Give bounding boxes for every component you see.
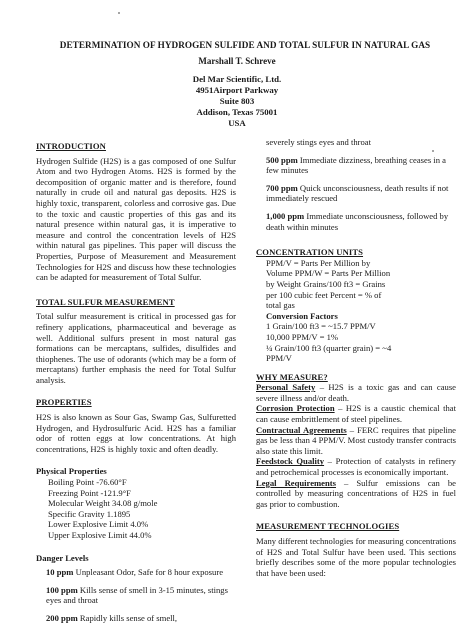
properties-text: H2S is also known as Sour Gas, Swamp Gas, Sulfuretted Hydrogen, and Hydrosulfuric Acid. H2S has a familiar odor of rotten eggs at low concentrations. At high concentrations, H2S is highly toxic and often deadly. bbox=[36, 412, 236, 454]
conversion-factors-heading: Conversion Factors bbox=[266, 310, 338, 321]
affiliation-line: Del Mar Scientific, Ltd. bbox=[192, 74, 282, 84]
why-measure-label: Corrosion Protection bbox=[256, 403, 335, 414]
paper-title: DETERMINATION OF HYDROGEN SULFIDE AND TOTAL SULFUR IN NATURAL GAS bbox=[59, 40, 431, 50]
why-measure-text: – Sulfur emissions can be controlled by measuring concentrations of H2S in fuel gas prior to combustion. bbox=[256, 477, 456, 509]
why-measure-item bbox=[256, 425, 456, 457]
section-heading-properties: PROPERTIES bbox=[36, 397, 92, 408]
right-column bbox=[256, 137, 456, 578]
danger-level-text: Unpleasant Odor, Safe for 8 hour exposure bbox=[75, 567, 224, 578]
physical-property: Upper Explosive Limit 44.0% bbox=[48, 530, 152, 540]
concentration-line: Volume PPM/W = Parts Per Million bbox=[266, 268, 391, 279]
physical-property: Boiling Point -76.60°F bbox=[48, 477, 127, 488]
danger-level-item bbox=[266, 155, 456, 176]
danger-level-text: Quick unconsciousness, death results if not immediately rescued bbox=[266, 182, 449, 204]
why-measure-list bbox=[256, 382, 456, 509]
danger-level-text: Immediate unconsciousness, followed by death within minutes bbox=[266, 210, 449, 232]
conversion-line: PPM/V bbox=[266, 353, 292, 364]
concentration-line: per 100 cubic feet Percent = % of bbox=[266, 289, 382, 300]
section-heading-why-measure: WHY MEASURE? bbox=[256, 371, 328, 382]
affiliation-line: USA bbox=[228, 118, 246, 128]
why-measure-text: – H2S is a caustic chemical that can cause embrittlement of steel pipelines. bbox=[256, 403, 456, 425]
danger-level-value: 1,000 ppm bbox=[266, 210, 305, 221]
affiliation-block bbox=[0, 74, 474, 129]
concentration-line: by Weight Grains/100 ft3 = Grains bbox=[266, 278, 386, 289]
why-measure-label: Legal Requirements bbox=[256, 477, 336, 488]
measurement-technologies-text: Many different technologies for measuring concentrations of H2S and Total Sulfur have been used. This sections briefly describes some of the more popular technologies that have been used: bbox=[256, 536, 456, 578]
physical-property: Lower Explosive Limit 4.0% bbox=[48, 519, 149, 530]
why-measure-item bbox=[256, 478, 456, 510]
danger-levels-continued bbox=[256, 137, 456, 232]
section-heading-total-sulfur: TOTAL SULFUR MEASUREMENT bbox=[36, 296, 175, 307]
section-heading-measurement-technologies: MEASUREMENT TECHNOLOGIES bbox=[256, 521, 400, 532]
danger-level-item bbox=[46, 567, 236, 578]
conversion-line: 10,000 PPM/V = 1% bbox=[266, 331, 339, 342]
danger-level-item bbox=[46, 613, 236, 624]
why-measure-text: – FERC requires that pipeline gas be less than 4 PPM/V. Most custody transfer contracts also state this limit. bbox=[256, 424, 456, 456]
why-measure-label: Personal Safety bbox=[256, 382, 316, 393]
danger-level-value: 10 ppm bbox=[46, 567, 74, 578]
danger-level-item bbox=[46, 585, 236, 606]
danger-levels-heading: Danger Levels bbox=[36, 552, 89, 563]
left-column bbox=[36, 141, 236, 631]
section-heading-introduction: INTRODUCTION bbox=[36, 141, 106, 151]
danger-level-value: 100 ppm bbox=[46, 584, 78, 595]
danger-level-value: 700 ppm bbox=[266, 182, 298, 193]
affiliation-line: Addison, Texas 75001 bbox=[196, 107, 278, 117]
danger-level-value: 200 ppm bbox=[46, 612, 78, 623]
author-name: Marshall T. Schreve bbox=[198, 56, 276, 66]
concentration-line: total gas bbox=[266, 300, 295, 311]
danger-level-continued-text: severely stings eyes and throat bbox=[266, 137, 372, 147]
physical-properties-list bbox=[36, 477, 236, 541]
danger-level-text: Rapidly kills sense of smell, bbox=[79, 612, 178, 623]
conversion-line: 1 Grain/100 ft3 = ~15.7 PPM/V bbox=[266, 321, 376, 332]
introduction-text: Hydrogen Sulfide (H2S) is a gas composed of one Sulfur Atom and two Hydrogen Atoms. H2S is formed by the decomposition of organic matter and is therefore, found naturally in crude oil and natural gas deposits. H2S is highly toxic, transparent, colorless and corrosive gas. Due to the toxic and caustic properties of this gas and its natural presence within natural gas, it is imperative to measure and control the concentration levels of H2S within natural gas pipelines. This paper will discuss the Properties, Purpose of Measurement and Measurement Technologies for H2S and discuss how these technologies can be adapted for measurement of Total Sulfur. bbox=[36, 155, 236, 283]
physical-property: Freezing Point -121.9°F bbox=[48, 487, 131, 498]
affiliation-line: Suite 803 bbox=[219, 96, 255, 106]
danger-level-text: Immediate dizziness, breathing ceases in a few minutes bbox=[266, 154, 446, 176]
danger-levels-list bbox=[36, 567, 236, 623]
why-measure-text: – Protection of catalysts in refinery and petrochemical processes is economically important. bbox=[256, 456, 456, 478]
affiliation-line: 4951Airport Parkway bbox=[195, 85, 279, 95]
why-measure-label: Feedstock Quality bbox=[256, 456, 325, 467]
physical-property: Molecular Weight 34.08 g/mole bbox=[48, 498, 158, 509]
scan-speck bbox=[432, 150, 434, 152]
physical-properties-heading: Physical Properties bbox=[36, 466, 107, 477]
scan-speck bbox=[118, 12, 120, 14]
concentration-units-list bbox=[256, 258, 456, 364]
danger-level-item bbox=[266, 211, 456, 232]
section-heading-concentration-units: CONCENTRATION UNITS bbox=[256, 247, 364, 258]
danger-level-item bbox=[266, 183, 456, 204]
total-sulfur-text: Total sulfur measurement is critical in processed gas for refinery applications, pharmaceutical and beverage as well. Additional sulfurs present in most natural gas formations can be mercaptans, sulfides, disulfides and thiophenes. The use of odorants (which may be a form of mercaptans) further emphasis the need for Total Sulfur analysis. bbox=[36, 311, 236, 385]
conversion-line: ¼ Grain/100 ft3 (quarter grain) = ~4 bbox=[266, 342, 392, 353]
why-measure-label: Contractual Agreements bbox=[256, 424, 347, 435]
why-measure-item bbox=[256, 456, 456, 477]
danger-level-text: Kills sense of smell in 3-15 minutes, stings eyes and throat bbox=[46, 584, 228, 606]
danger-level-value: 500 ppm bbox=[266, 154, 298, 165]
concentration-line: PPM/V = Parts Per Million by bbox=[266, 257, 371, 268]
why-measure-item bbox=[256, 403, 456, 424]
physical-property: Specific Gravity 1.1895 bbox=[48, 508, 131, 519]
why-measure-text: – H2S is a toxic gas and can cause severe illness and/or death. bbox=[256, 382, 456, 403]
why-measure-item bbox=[256, 382, 456, 403]
